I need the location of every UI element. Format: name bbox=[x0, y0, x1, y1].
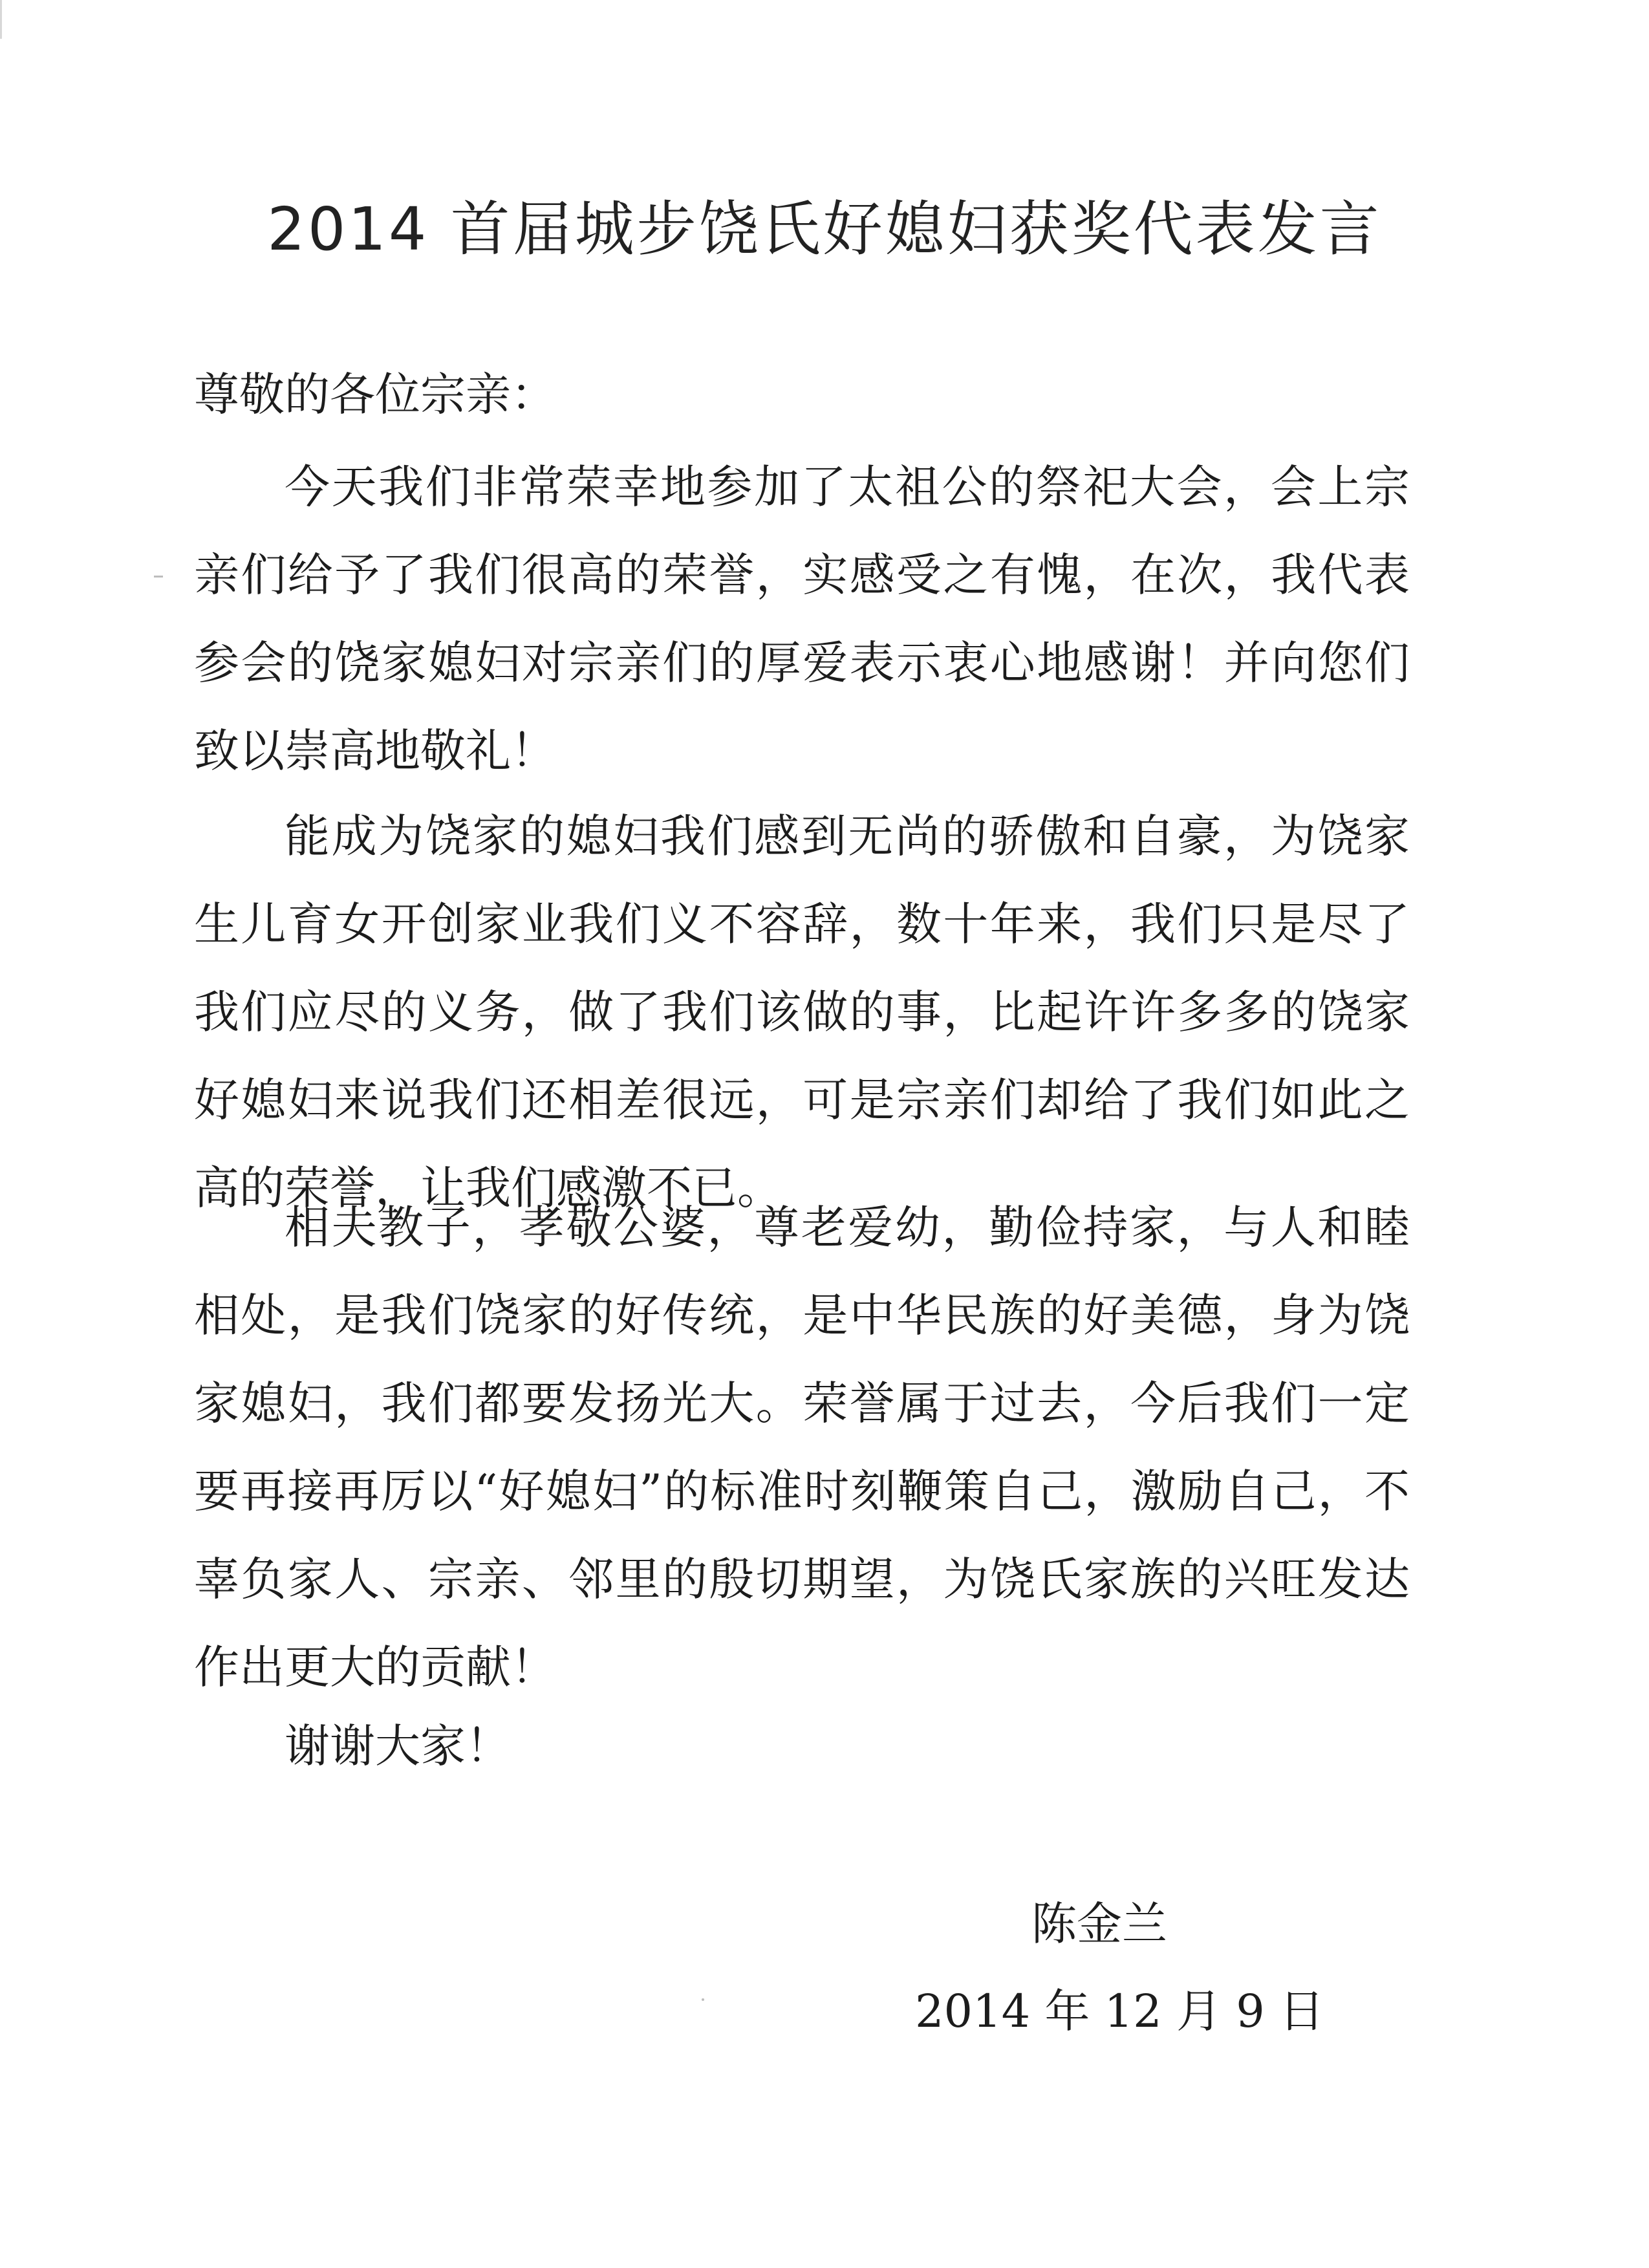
scan-speck bbox=[154, 576, 163, 578]
body-paragraph-2: 能成为饶家的媳妇我们感到无尚的骄傲和自豪，为饶家生儿育女开创家业我们义不容辞，数十年来，我们只是尽了我们应尽的义务，做了我们该做的事，比起许许多多的饶家好媳妇来说我们还相差很远，可是宗亲们却给了我们如此之高的荣誉，让我们感激不已。 bbox=[194, 810, 1410, 1215]
scan-speck bbox=[702, 1998, 704, 2001]
closing-line: 谢谢大家！ bbox=[285, 1720, 511, 1773]
body-paragraph-1: 今天我们非常荣幸地参加了太祖公的祭祀大会，会上宗亲们给予了我们很高的荣誉，实感受之有愧，在次，我代表参会的饶家媳妇对宗亲们的厚爱表示衷心地感谢！并向您们致以崇高地敬礼！ bbox=[194, 460, 1410, 777]
document-title: 2014 首届城步饶氏好媳妇获奖代表发言 bbox=[267, 195, 1382, 264]
salutation: 尊敬的各位宗亲： bbox=[194, 368, 556, 421]
signature-date: 2014 年 12 月 9 日 bbox=[915, 1985, 1325, 2038]
body-paragraph-3: 相夫教子，孝敬公婆，尊老爱幼，勤俭持家，与人和睦相处，是我们饶家的好传统，是中华民族的好美德，身为饶家媳妇，我们都要发扬光大。荣誉属于过去，今后我们一定要再接再厉以“好媳妇”的标准时刻鞭策自己，激励自己，不辜负家人、宗亲、邻里的殷切期望，为饶氏家族的兴旺发达作出更大的贡献！ bbox=[194, 1201, 1410, 1694]
signature-name: 陈金兰 bbox=[1031, 1897, 1167, 1950]
scan-edge-mark bbox=[0, 0, 2, 39]
